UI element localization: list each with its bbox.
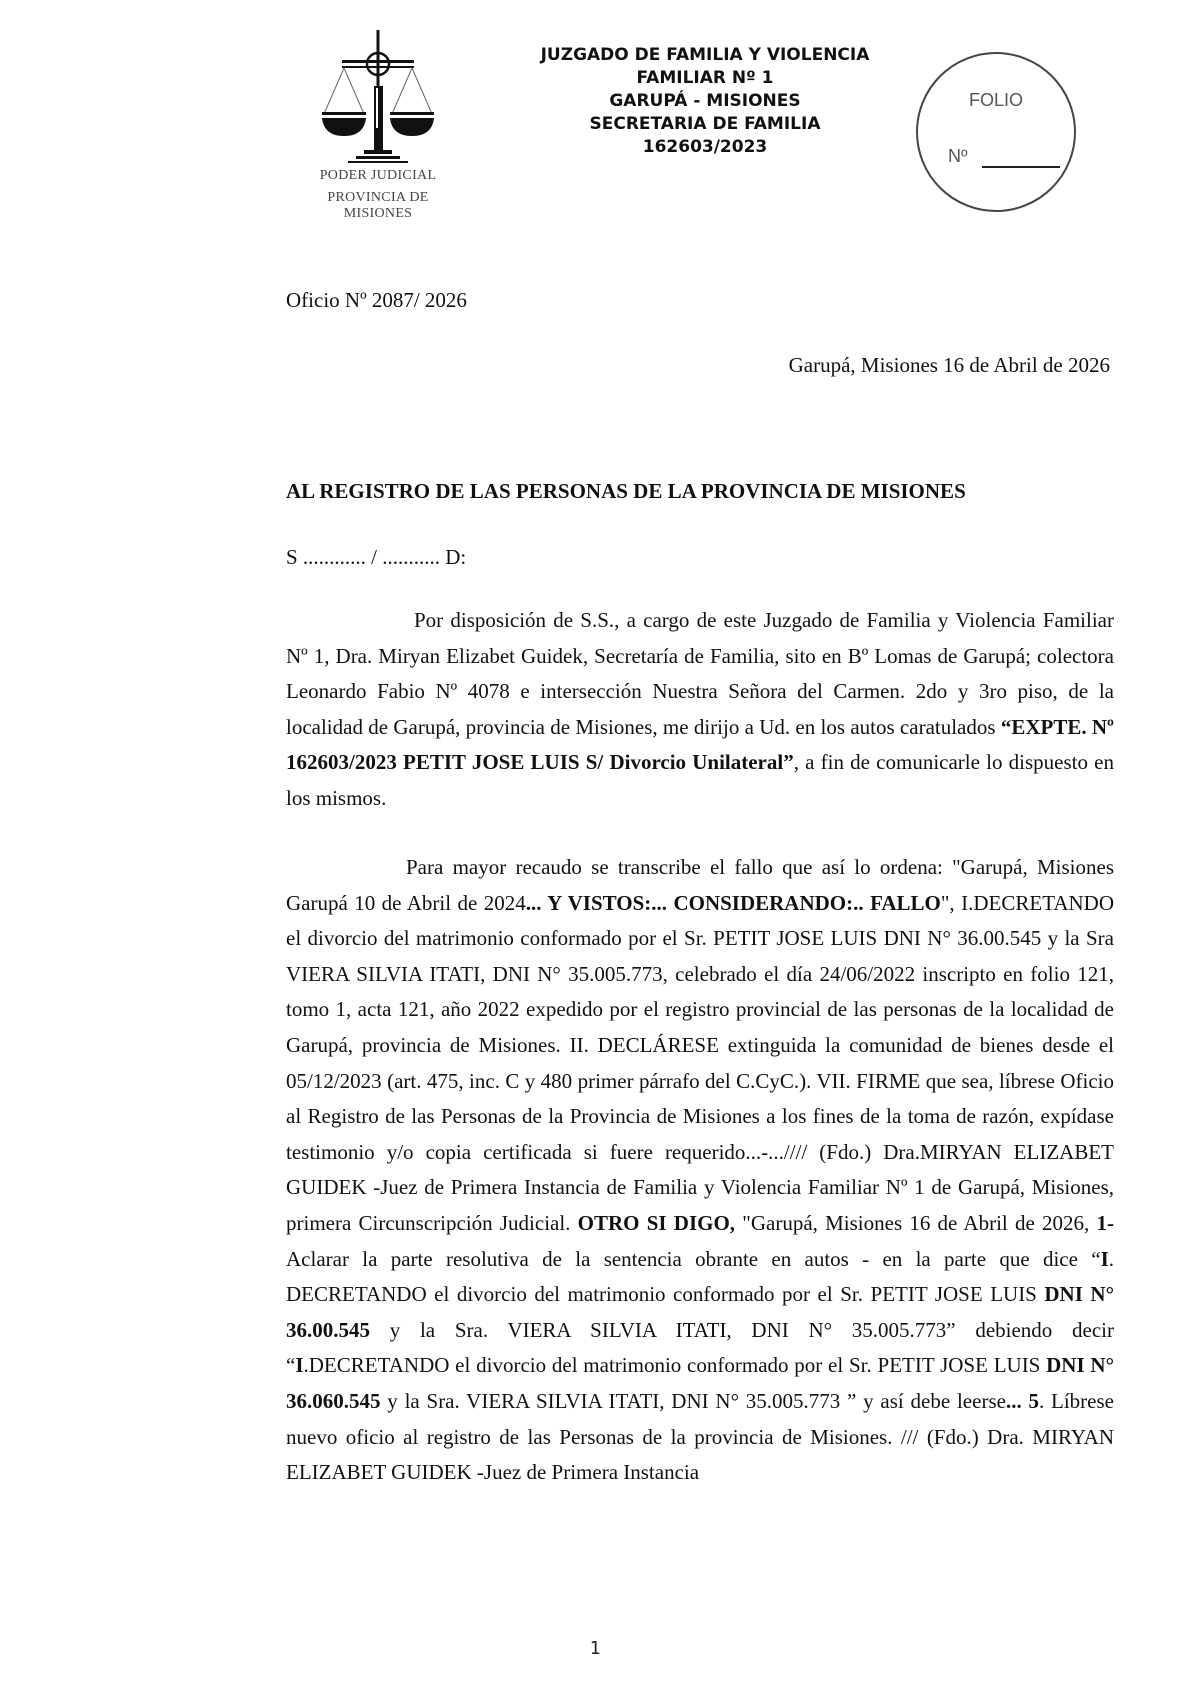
paragraph-text: ", I.DECRETANDO el divorcio del matrimonio conformado por el Sr. PETIT JOSE LUIS DNI N° 36.00.545 y la Sra VIERA SILVIA ITATI, DNI N° 35.005.773, celebrado el día 24/06/2022 inscripto en folio 121, tomo 1, acta 121, año 2022 expedido por el registro provincial de las personas de la localidad de Garupá, provincia de Misiones. II. DECLÁRESE extinguida la comunidad de bienes desde el 05/12/2023 (art. 475, inc. C y 480 primer párrafo del C.CyC.). VII. FIRME que sea, líbrese Oficio al Registro de las Personas de la Provincia de Misiones a los fines de la toma de razón, expídase testimonio y/o copia certificada si fuere requerido...-...//// (Fdo.) Dra.MIRYAN ELIZABET GUIDEK -Juez de Primera Instancia de Familia y Violencia Familiar Nº 1 de Garupá, Misiones, primera Circunscripción Judicial.	[286, 890, 1114, 1235]
court-header-line: SECRETARIA DE FAMILIA	[589, 114, 821, 134]
paragraph-text: . Líbrese nuevo oficio al registro de las Personas de la provincia de Misiones. /// (Fdo.) Dra. MIRYAN ELIZABET GUIDEK -Juez de Primera Instancia	[286, 1388, 1114, 1485]
bold-text: DNI N° 36.00.545	[286, 1282, 1114, 1342]
court-header-line: GARUPÁ - MISIONES	[609, 91, 801, 111]
scales-of-justice-icon	[320, 28, 436, 163]
document-date: Garupá, Misiones 16 de Abril de 2026	[788, 353, 1110, 377]
bold-text: I	[295, 1353, 304, 1378]
bold-text: I	[1100, 1246, 1109, 1271]
paragraph-text: "Garupá, Misiones 16 de Abril de 2026,	[735, 1210, 1097, 1235]
page-number: 1	[589, 1638, 601, 1659]
folio-label: FOLIO	[968, 90, 1023, 110]
paragraph-text: Para mayor recaudo se transcribe el fallo que así lo ordena: "Garupá, Misiones Garupá 10 de Abril de 2024	[286, 855, 1114, 915]
folio-number-label: Nº	[948, 146, 968, 166]
addressee: AL REGISTRO DE LAS PERSONAS DE LA PROVINCIA DE MISIONES	[286, 479, 966, 503]
paragraph-text: Por disposición de S.S., a cargo de este Juzgado de Familia y Violencia Familiar Nº 1, Dra. Miryan Elizabet Guidek, Secretaría de Familia, sito en Bº Lomas de Garupá; colectora Leonardo Fabio Nº 4078 e intersección Nuestra Señora del Carmen. 2do y 3ro piso, de la localidad de Garupá, provincia de Misiones, me dirijo a Ud. en los autos caratulados	[286, 608, 1114, 739]
court-header	[500, 44, 910, 159]
paragraph-text: Aclarar la parte resolutiva de la sentencia obrante en autos - en la parte que dice “	[286, 1246, 1101, 1271]
court-header-line: 162603/2023	[642, 137, 768, 157]
folio-stamp	[916, 52, 1076, 212]
paragraph-ruling	[286, 850, 1114, 1491]
paragraph-text: y la Sra. VIERA SILVIA ITATI, DNI N° 35.005.773 ” y así debe leerse	[380, 1388, 1006, 1413]
paragraph-text: .DECRETANDO el divorcio del matrimonio conformado por el Sr. PETIT JOSE LUIS	[303, 1353, 1047, 1378]
logo-line-1: PODER JUDICIAL	[319, 168, 437, 183]
paragraph-text: . DECRETANDO el divorcio del matrimonio conformado por el Sr. PETIT JOSE LUIS	[286, 1246, 1114, 1307]
court-header-line: FAMILIAR Nº 1	[636, 68, 774, 88]
judicial-logo	[296, 28, 460, 221]
bold-text: DNI N° 36.060.545	[286, 1353, 1114, 1413]
bold-text: ... 5	[1005, 1388, 1039, 1413]
logo-line-2: PROVINCIA DE MISIONES	[327, 190, 429, 221]
paragraph-text: , a fin de comunicarle lo dispuesto en los mismos.	[286, 750, 1114, 810]
salutation: S ............ / ........... D:	[286, 545, 467, 569]
court-header-line: JUZGADO DE FAMILIA Y VIOLENCIA	[540, 45, 870, 65]
folio-number-blank	[982, 166, 1060, 168]
case-title: “EXPTE. Nº 162603/2023 PETIT JOSE LUIS S/ Divorcio Unilateral”	[286, 714, 1114, 775]
bold-text: 1-	[1096, 1210, 1114, 1235]
paragraph-intro	[286, 603, 1114, 817]
bold-text: ... Y VISTOS:... CONSIDERANDO:.. FALLO	[525, 890, 941, 915]
oficio-number: Oficio Nº 2087/ 2026	[286, 288, 467, 312]
paragraph-text: y la Sra. VIERA SILVIA ITATI, DNI N° 35.005.773” debiendo decir “	[286, 1317, 1114, 1378]
bold-text: OTRO SI DIGO,	[577, 1210, 736, 1235]
